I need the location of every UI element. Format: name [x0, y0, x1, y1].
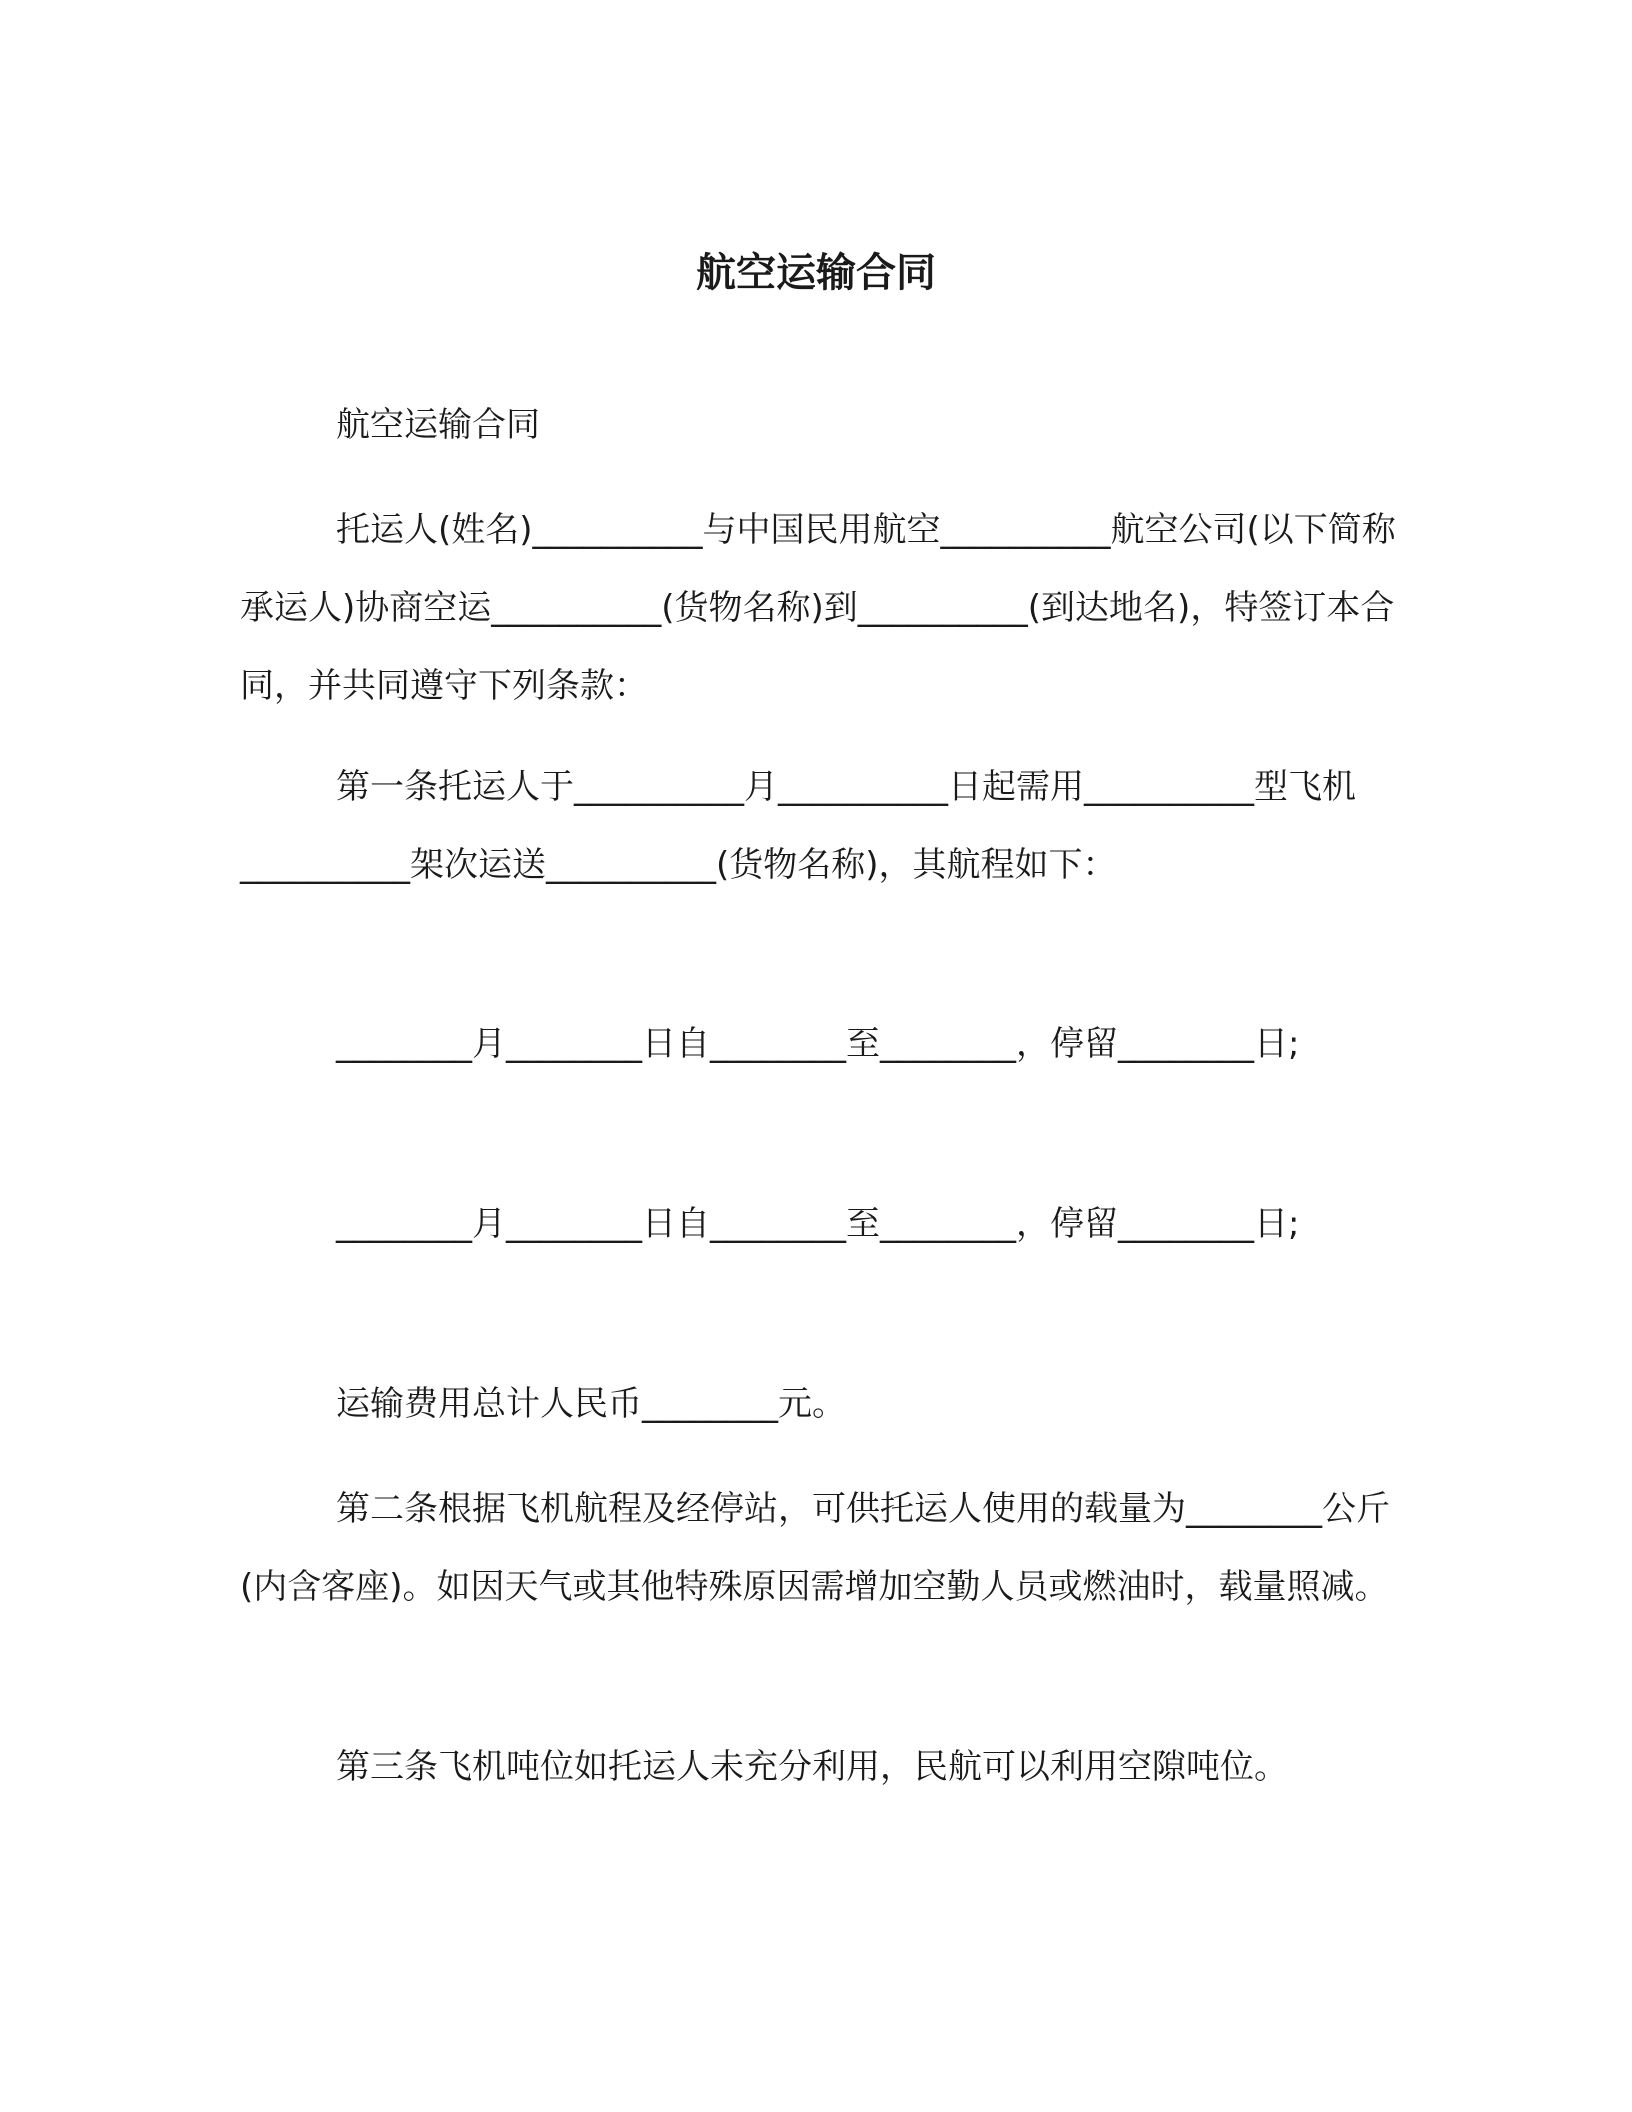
parties-paragraph: 托运人(姓名)__________与中国民用航空__________航空公司(以下简称承运人)协商空运__________(货物名称)到__________(到达地名)，特签订本合同，并共同遵守下列条款：	[240, 510, 1396, 706]
total-fee-paragraph: 运输费用总计人民币________元。	[336, 1384, 846, 1424]
article-three-paragraph: 第三条飞机吨位如托运人未充分利用，民航可以利用空隙吨位。	[336, 1747, 1288, 1787]
article-one-paragraph: 第一条托运人于__________月__________日起需用__________型飞机__________架次运送__________(货物名称)，其航程如下：	[240, 767, 1356, 885]
article-two-paragraph: 第二条根据飞机航程及经停站，可供托运人使用的载量为________公斤(内含客座)。如因天气或其他特殊原因需增加空勤人员或燃油时，载量照减。	[240, 1489, 1390, 1607]
document-title: 航空运输合同	[696, 249, 936, 296]
route-line-1: ________月________日自________至________，停留________日;	[336, 1024, 1300, 1064]
route-line-2: ________月________日自________至________，停留________日;	[336, 1204, 1300, 1244]
contract-heading-paragraph: 航空运输合同	[336, 405, 540, 445]
